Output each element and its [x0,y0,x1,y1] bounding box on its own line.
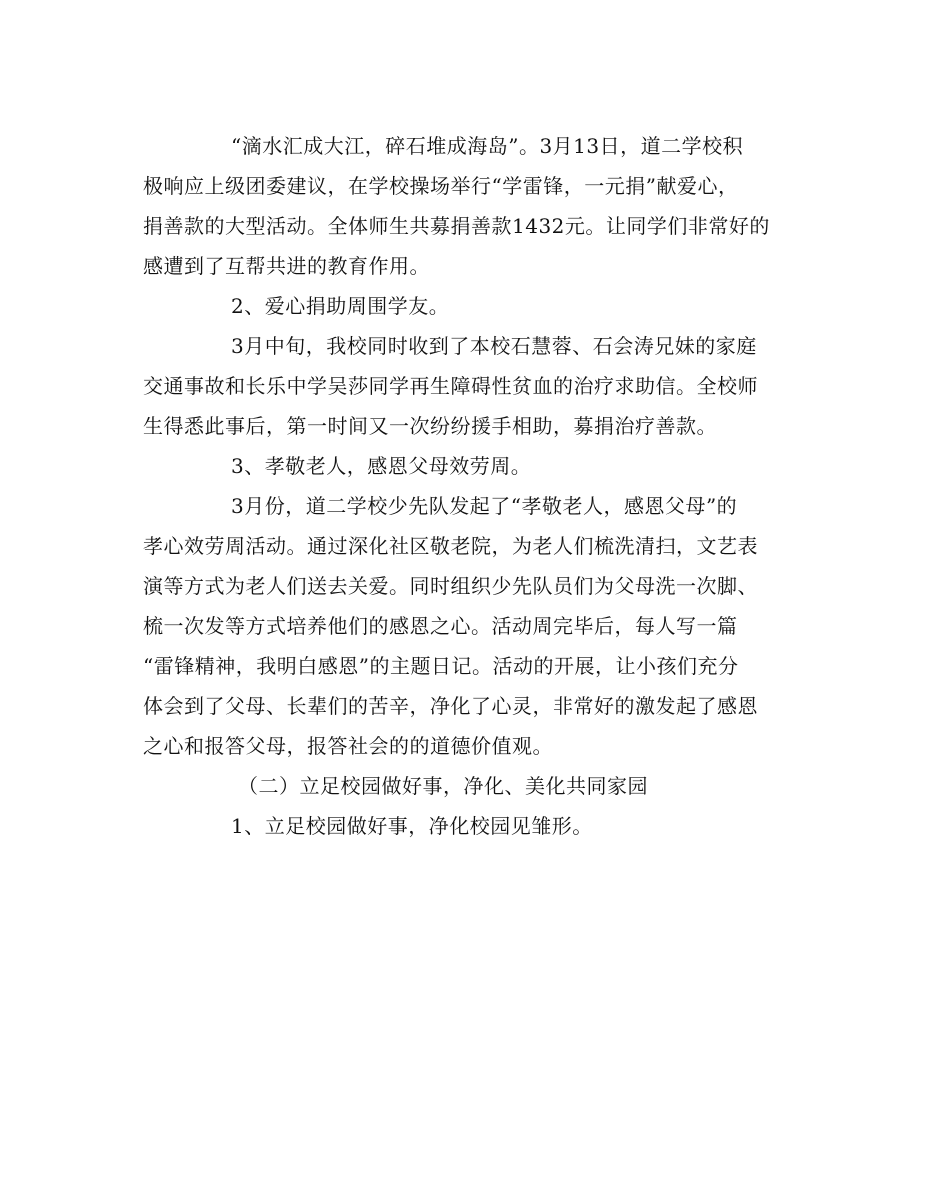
document-body [143,126,805,846]
paragraph-line: 3月份，道二学校少先队发起了“孝敬老人，感恩父母”的 [231,494,738,518]
section-heading: （二）立足校园做好事，净化、美化共同家园 [238,774,648,798]
paragraph-line: 生得悉此事后，第一时间又一次纷纷援手相助，募捐治疗善款。 [143,414,717,438]
paragraph-line: 孝心效劳周活动。通过深化社区敬老院，为老人们梳洗清扫，文艺表 [143,534,758,558]
paragraph-line: 演等方式为老人们送去关爱。同时组织少先队员们为父母洗一次脚、 [143,574,758,598]
paragraph-line: “滴水汇成大江，碎石堆成海岛”。3月13日，道二学校积 [231,134,744,158]
paragraph-line: 梳一次发等方式培养他们的感恩之心。活动周完毕后，每人写一篇 [143,614,738,638]
paragraph-line: 极响应上级团委建议，在学校操场举行“学雷锋，一元捐”献爱心， [143,174,739,198]
paragraph-line: 3月中旬，我校同时收到了本校石慧蓉、石会涛兄妹的家庭 [231,334,757,358]
paragraph-line: 之心和报答父母，报答社会的的道德价值观。 [143,734,553,758]
paragraph-line: “雷锋精神，我明白感恩”的主题日记。活动的开展，让小孩们充分 [143,654,739,678]
paragraph-line: 交通事故和长乐中学吴莎同学再生障碍性贫血的治疗求助信。全校师 [143,374,758,398]
paragraph-line: 捐善款的大型活动。全体师生共募捐善款1432元。让同学们非常好的 [143,214,770,238]
section-heading: 1、立足校园做好事，净化校园见雏形。 [231,814,593,838]
paragraph-line: 感遭到了互帮共进的教育作用。 [143,254,430,278]
paragraph-line: 体会到了父母、长辈们的苦辛，净化了心灵，非常好的激发起了感恩 [143,694,758,718]
section-heading: 2、爱心捐助周围学友。 [231,294,450,318]
section-heading: 3、孝敬老人，感恩父母效劳周。 [231,454,532,478]
